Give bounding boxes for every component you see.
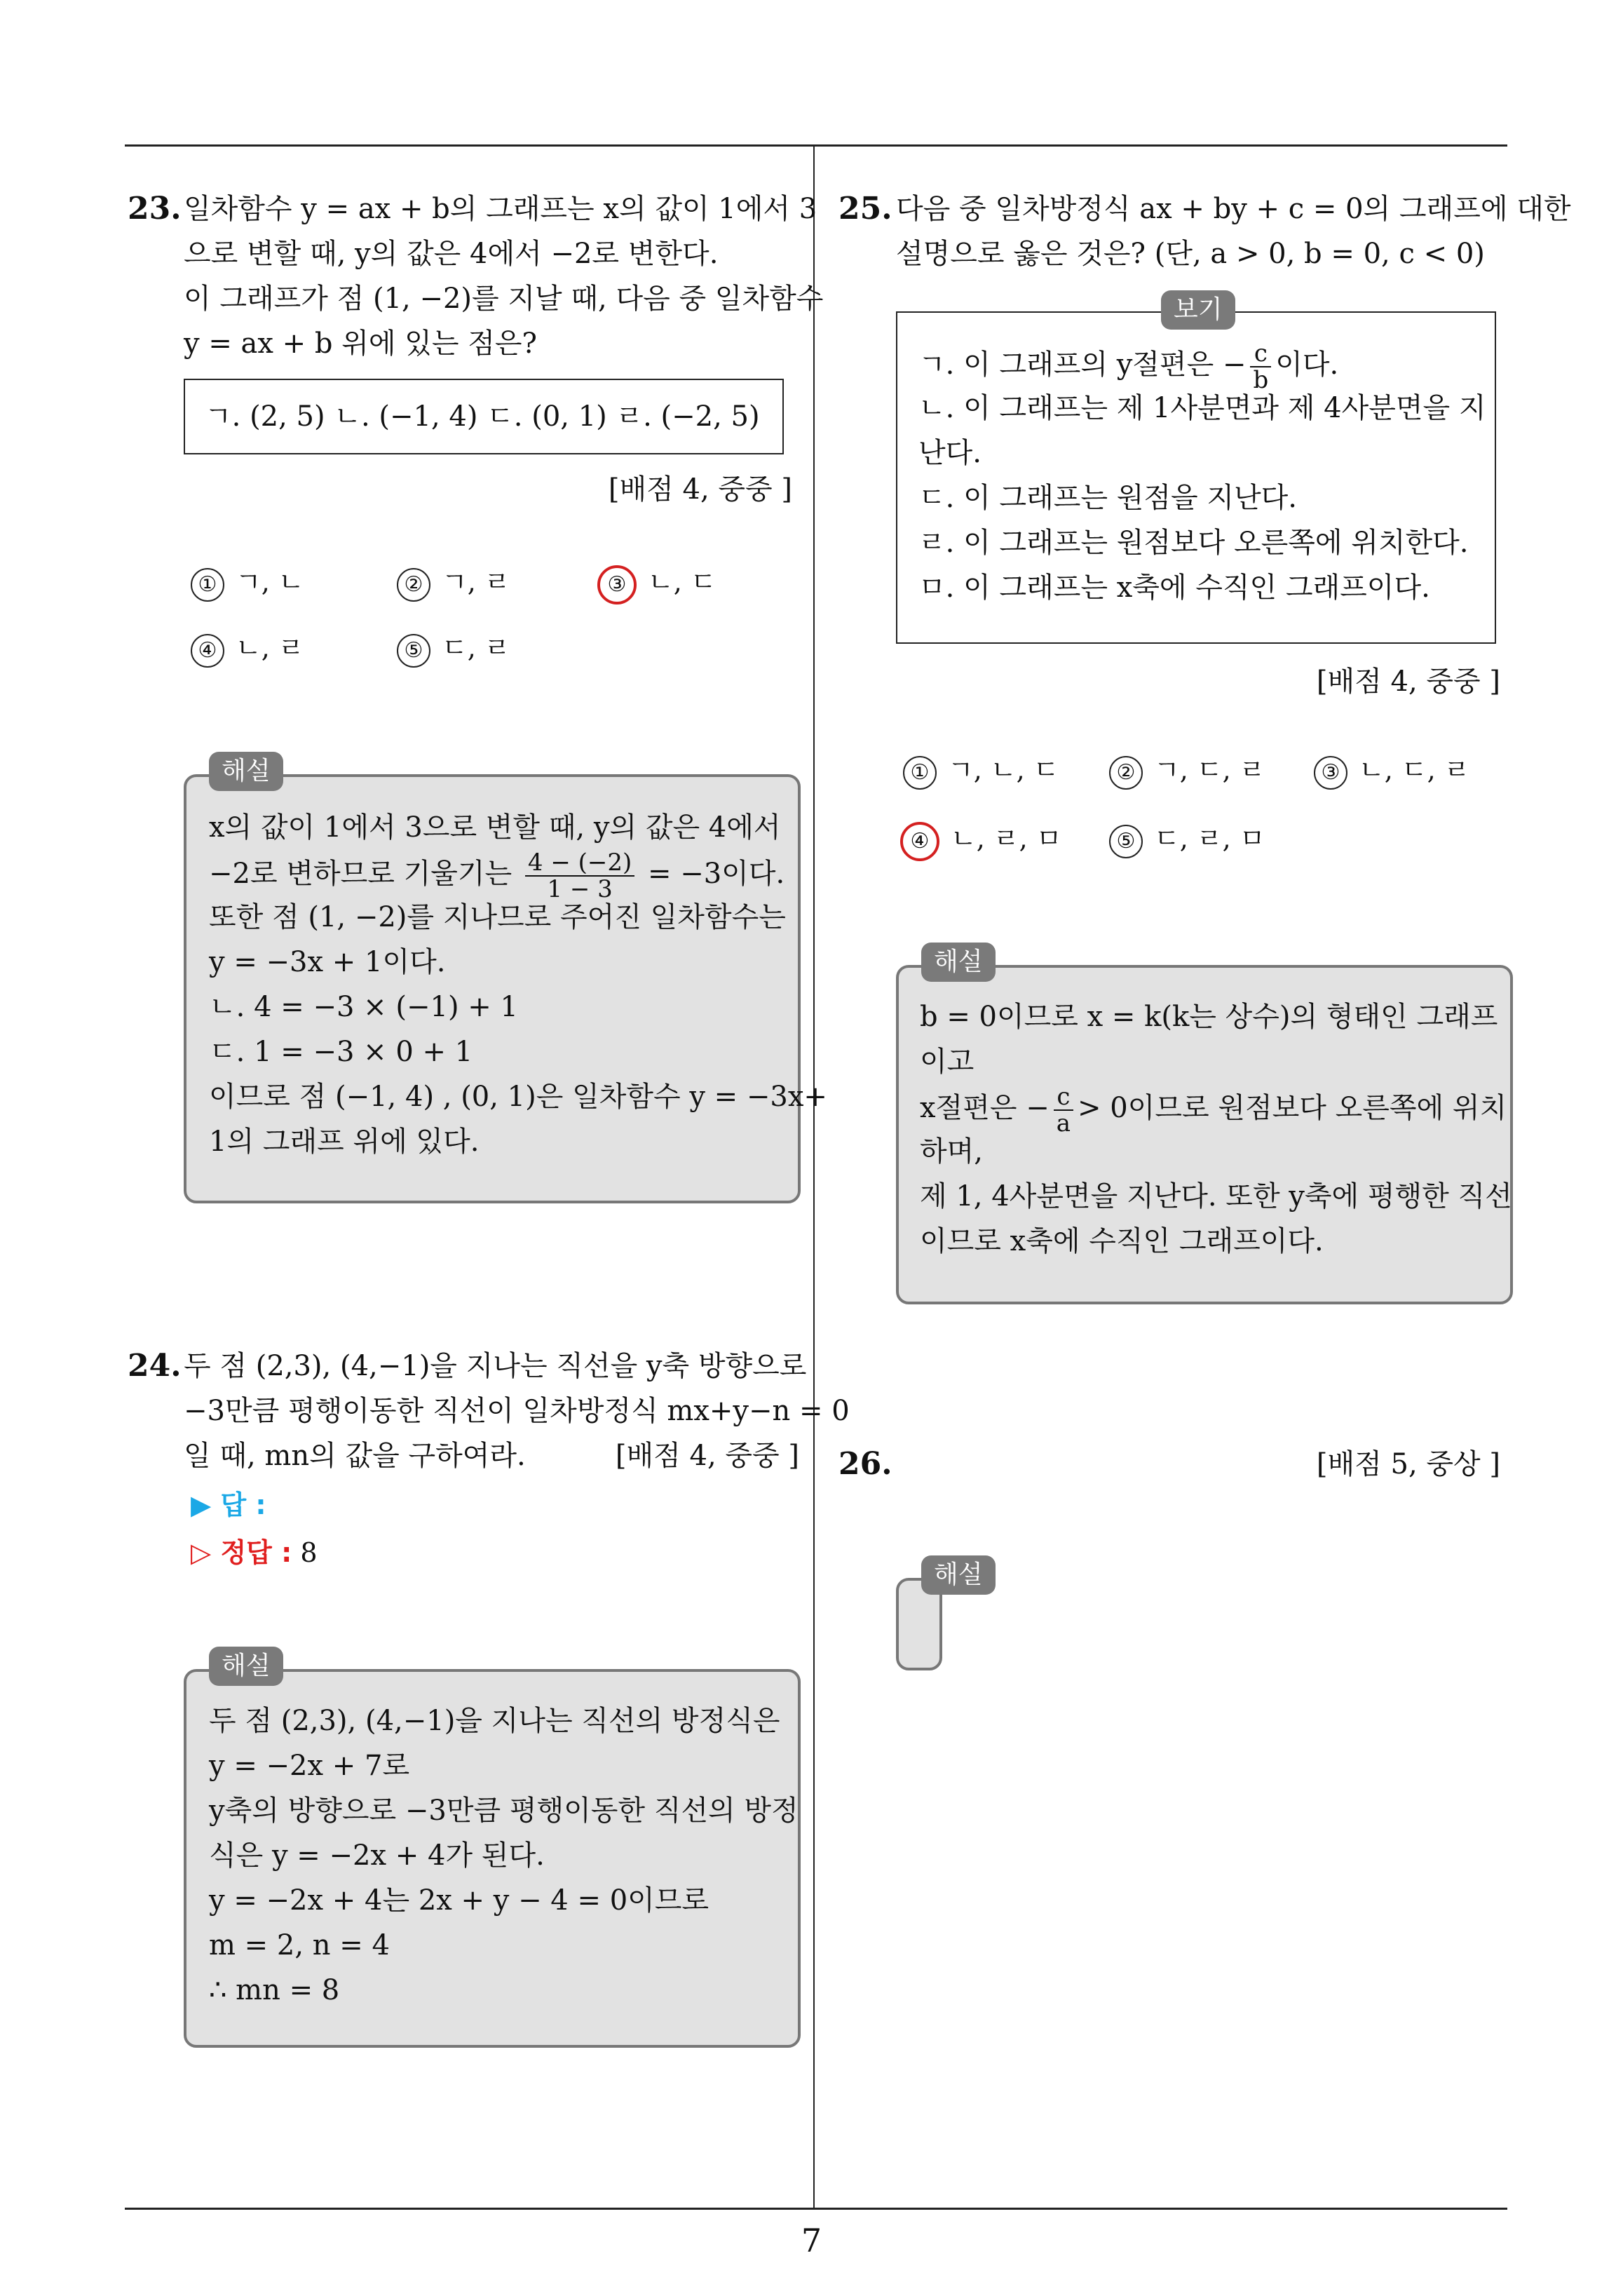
q23-choice-5[interactable]: [397, 626, 510, 670]
q23-stem-line: 일차함수 y = ax + b의 그래프는 x의 값이 1에서 3: [184, 193, 817, 225]
solution-line: y = −2x + 7로: [209, 1750, 410, 1782]
q25-stem-line: 설명으로 옳은 것은? (단, a > 0, b = 0, c < 0): [896, 238, 1485, 270]
q25-solution-tag: 해설: [921, 943, 996, 982]
q25-choice-2[interactable]: [1109, 748, 1265, 792]
q26-solution-tag: 해설: [921, 1555, 996, 1595]
solution-line: [209, 849, 827, 903]
selected-choice-circle: ③: [597, 565, 637, 605]
q24-number: 24.: [128, 1348, 182, 1384]
choice-number-5: ⑤: [1109, 825, 1143, 858]
q24-solution-tag: 해설: [209, 1647, 283, 1686]
q24-solution-box: [184, 1669, 801, 2048]
solution-line: 식은 y = −2x + 4가 된다.: [209, 1839, 545, 1872]
bogi-text: 이다.: [1275, 349, 1339, 381]
q26-number: 26.: [838, 1446, 892, 1482]
solution-line: 두 점 (2,3), (4,−1)을 지나는 직선의 방정식은: [209, 1705, 780, 1737]
solution-line: ㄴ. 4 = −3 × (−1) + 1: [209, 991, 518, 1023]
q23-choice-3-selected[interactable]: [597, 560, 717, 605]
q25-choice-1[interactable]: [903, 748, 1059, 792]
fraction-numerator: c: [1250, 341, 1271, 367]
q23-solution-tag: 해설: [209, 752, 283, 791]
page-number: 7: [801, 2222, 822, 2260]
q24-answer-label: ▶ 답 :: [191, 1490, 266, 1520]
q25-bogi-body: [918, 341, 1486, 610]
solution-line: 이므로 x축에 수직인 그래프이다.: [920, 1225, 1324, 1257]
choice-number-3: ③: [1314, 756, 1347, 790]
bottom-rule: [125, 2208, 1507, 2210]
solution-text: = −3이다.: [647, 858, 785, 890]
bogi-line: ㄹ. 이 그래프는 원점보다 오른쪽에 위치한다.: [918, 527, 1469, 559]
choice-text: ㄷ, ㄹ: [442, 633, 510, 663]
q23-number: 23.: [128, 191, 182, 227]
solution-text: x절편은 −: [920, 1092, 1050, 1124]
solution-line: y = −2x + 4는 2x + y − 4 = 0이므로: [209, 1884, 709, 1917]
choice-number-2: ②: [1109, 756, 1143, 790]
bogi-line: ㅁ. 이 그래프는 x축에 수직인 그래프이다.: [918, 572, 1430, 604]
c-over-b-fraction: [1250, 341, 1271, 393]
q23-score: [배점 4, 중중 ]: [608, 473, 792, 506]
q25-choice-3[interactable]: [1314, 748, 1469, 792]
solution-line: [920, 1083, 1512, 1137]
correct-label: ▷ 정답 :: [191, 1537, 292, 1568]
q25-stem-line: 다음 중 일차방정식 ax + by + c = 0의 그래프에 대한: [896, 193, 1571, 225]
q25-number: 25.: [838, 191, 892, 227]
q24-stem-line: −3만큼 평행이동한 직선이 일차방정식 mx+y−n = 0: [184, 1395, 850, 1427]
q23-choice-2[interactable]: [397, 560, 510, 605]
q23-solution-box: [184, 774, 827, 1203]
choice-number-1: ①: [191, 568, 224, 602]
choice-text: ㄱ, ㄴ, ㄷ: [948, 755, 1059, 785]
choice-text: ㄴ, ㄷ: [648, 567, 717, 597]
q23-stem-line: 으로 변할 때, y의 값은 4에서 −2로 변한다.: [184, 238, 719, 270]
fraction-denominator: 1 − 3: [547, 875, 613, 903]
q23-choice-4[interactable]: [191, 626, 304, 670]
q23-options-box: [184, 379, 784, 454]
top-rule: [125, 144, 1507, 147]
solution-line: x의 값이 1에서 3으로 변할 때, y의 값은 4에서: [209, 811, 781, 844]
choice-text: ㄱ, ㄴ: [236, 567, 304, 597]
q24-stem-line: 두 점 (2,3), (4,−1)을 지나는 직선을 y축 방향으로: [184, 1350, 807, 1382]
solution-line: ∴ mn = 8: [209, 1974, 340, 2006]
q23-choice-1[interactable]: [191, 560, 304, 605]
column-divider: [813, 144, 815, 2208]
q23-stem-line: 이 그래프가 점 (1, −2)를 지날 때, 다음 중 일차함수: [184, 283, 824, 315]
fraction-denominator: b: [1253, 366, 1269, 394]
bogi-line: ㄷ. 이 그래프는 원점을 지난다.: [918, 482, 1297, 514]
choice-text: ㄷ, ㄹ, ㅁ: [1154, 823, 1265, 854]
choice-text: ㄱ, ㄹ: [442, 567, 510, 597]
solution-line: ㄷ. 1 = −3 × 0 + 1: [209, 1036, 473, 1068]
choice-number-1: ①: [903, 756, 937, 790]
q23-stem: [184, 187, 824, 366]
correct-value: 8: [300, 1537, 318, 1568]
q24-score: [배점 4, 중중 ]: [615, 1440, 799, 1472]
bogi-line: ㄴ. 이 그래프는 제 1사분면과 제 4사분면을 지: [918, 392, 1486, 424]
q25-solution-box: [896, 965, 1513, 1304]
solution-line: m = 2, n = 4: [209, 1929, 390, 1961]
bogi-text: ㄱ. 이 그래프의 y절편은 −: [918, 349, 1247, 381]
choice-number-4: ④: [191, 634, 224, 668]
solution-line: y축의 방향으로 −3만큼 평행이동한 직선의 방정: [209, 1795, 799, 1827]
solution-text: > 0이므로 원점보다 오른쪽에 위치: [1078, 1092, 1507, 1124]
solution-line: 또한 점 (1, −2)를 지나므로 주어진 일차함수는: [209, 901, 786, 933]
q24-stem-line: 일 때, mn의 값을 구하여라.: [184, 1440, 526, 1472]
q23-solution-body: [209, 805, 827, 1164]
fraction-numerator: 4 − (−2): [525, 850, 634, 877]
c-over-a-fraction: [1054, 1084, 1073, 1136]
q25-bogi-box: [896, 311, 1496, 644]
q25-solution-body: [920, 994, 1512, 1264]
choice-text: ㄴ, ㄷ, ㄹ: [1359, 755, 1470, 785]
solution-text: −2로 변하므로 기울기는: [209, 858, 512, 890]
solution-line: 하며,: [920, 1135, 983, 1168]
q23-stem-line: y = ax + b 위에 있는 점은?: [184, 327, 537, 360]
selected-choice-circle: ④: [900, 822, 939, 861]
q26-score: [배점 5, 중상 ]: [1316, 1448, 1500, 1480]
fraction-numerator: c: [1054, 1084, 1073, 1111]
q25-choice-4-selected[interactable]: [900, 816, 1061, 861]
choice-text: ㄴ, ㄹ, ㅁ: [951, 823, 1062, 854]
solution-line: b = 0이므로 x = k(k는 상수)의 형태인 그래프: [920, 1001, 1498, 1033]
q23-options-text: ㄱ. (2, 5) ㄴ. (−1, 4) ㄷ. (0, 1) ㄹ. (−2, 5): [205, 400, 760, 433]
solution-line: 이고: [920, 1046, 975, 1078]
choice-text: ㄴ, ㄹ: [236, 633, 304, 663]
q24-correct-answer: [191, 1530, 318, 1575]
q25-score: [배점 4, 중중 ]: [1316, 666, 1500, 698]
solution-line: y = −3x + 1이다.: [209, 946, 446, 978]
solution-line: 이므로 점 (−1, 4) , (0, 1)은 일차함수 y = −3x+: [209, 1081, 827, 1113]
choice-text: ㄱ, ㄷ, ㄹ: [1154, 755, 1265, 785]
solution-line: 제 1, 4사분면을 지난다. 또한 y축에 평행한 직선: [920, 1180, 1512, 1213]
bogi-line: [918, 339, 1486, 394]
q25-stem: [896, 187, 1571, 276]
choice-number-5: ⑤: [397, 634, 430, 668]
q24-solution-body: [209, 1699, 799, 2013]
fraction-denominator: a: [1056, 1109, 1071, 1137]
bogi-line: 난다.: [918, 437, 982, 469]
choice-number-2: ②: [397, 568, 430, 602]
slope-fraction: [525, 850, 634, 902]
q25-choice-5[interactable]: [1109, 816, 1265, 861]
solution-line: 1의 그래프 위에 있다.: [209, 1126, 480, 1158]
q25-bogi-tag: 보기: [1161, 290, 1235, 330]
